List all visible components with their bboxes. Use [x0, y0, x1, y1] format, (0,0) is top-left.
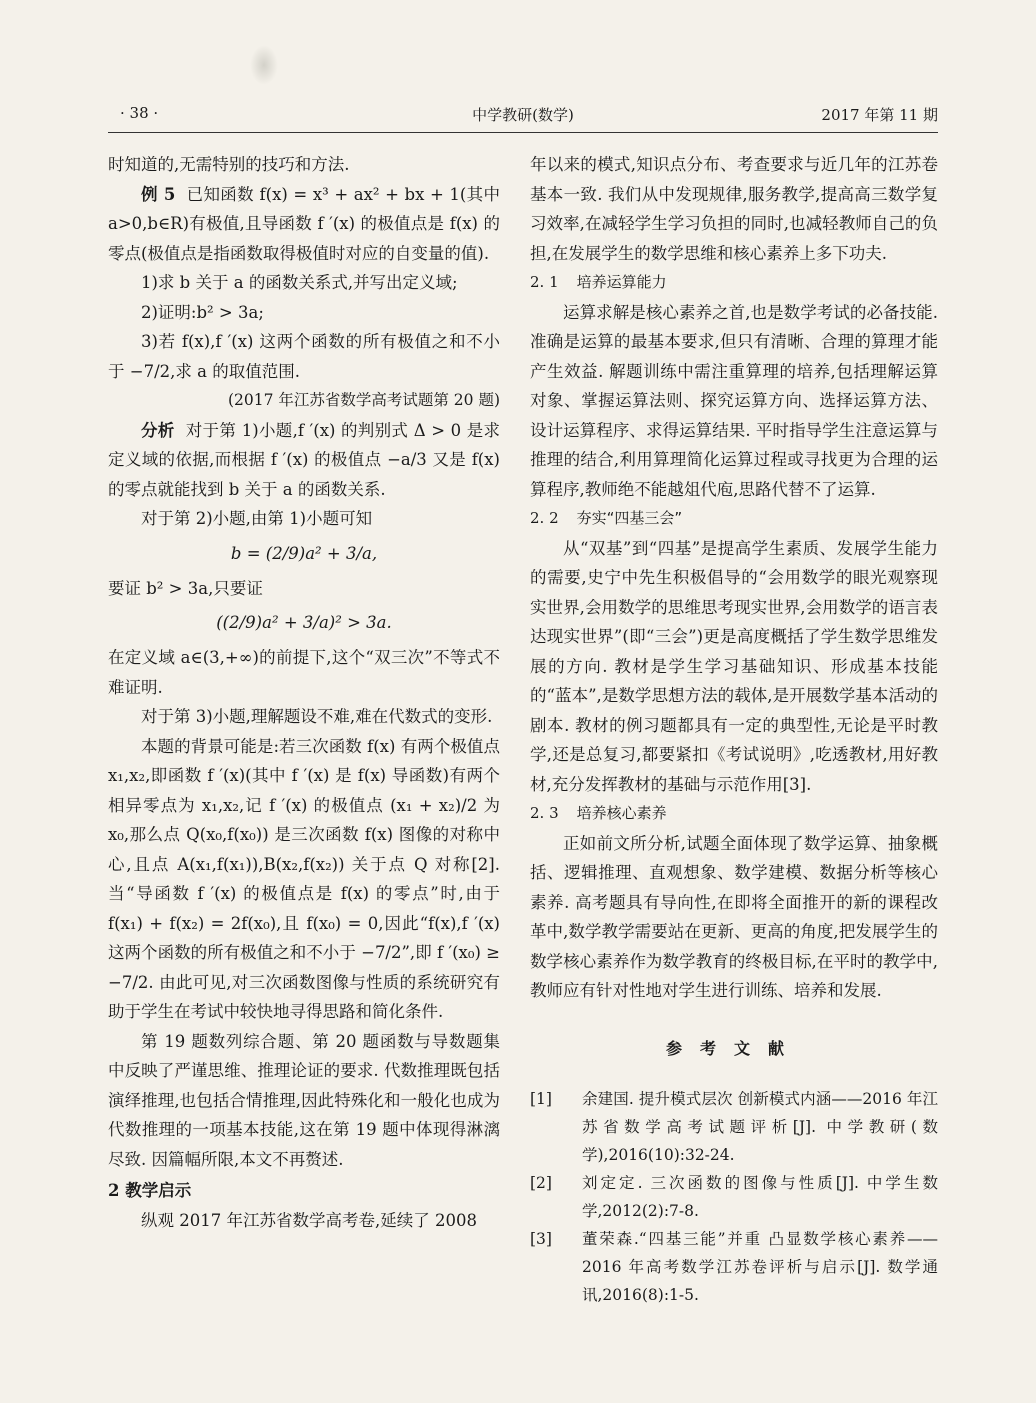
analysis-label: 分析: [141, 420, 175, 440]
reference-number: [2]: [530, 1174, 552, 1192]
references-title: 参考文献: [665, 1038, 802, 1058]
running-header: [108, 100, 938, 132]
page-number: · 38 ·: [120, 104, 159, 122]
left-column: [108, 150, 500, 1235]
paragraph: 时知道的,无需特别的技巧和方法.: [108, 155, 350, 174]
reference-number: [3]: [530, 1230, 552, 1248]
analysis-text: 对于第 1)小题,f ′(x) 的判别式 Δ > 0 是求定义域的依据,而根据 f ′(x) 的极值点 −a/3 又是 f(x) 的零点就能找到 b 关于 a 的函数关系.: [108, 420, 501, 499]
paragraph: 运算求解是核心素养之首,也是数学考试的必备技能. 准确是运算的最基本要求,但只有清晰、合理的算理才能产生效益. 解题训练中需注重算理的培养,包括理解运算对象、掌握运算法则、探究运算方向、选择运算方法、设计运算程序、求得运算结果. 平时指导学生注意运算与推理的结合,利用算理简化运算过程或寻找更为合理的运算程序,教师绝不能越俎代庖,思路代替不了运算.: [530, 302, 938, 499]
reference-item: [530, 1085, 938, 1169]
formula-inequality: ((2/9)a² + 3/a)² > 3a.: [216, 613, 392, 632]
question-3: 3)若 f(x),f ′(x) 这两个函数的所有极值之和不小于 −7/2,求 a 的取值范围.: [108, 332, 500, 381]
formula-b: b = (2/9)a² + 3/a,: [230, 543, 378, 563]
paragraph: 年以来的模式,知识点分布、考查要求与近几年的江苏卷基本一致. 我们从中发现规律,服务教学,提高高三数学复习效率,在减轻学生学习负担的同时,也减轻教师自己的负担,在发展学生的数学思维和核心素养上多下功夫.: [530, 155, 938, 263]
paragraph: 对于第 3)小题,理解题设不难,难在代数式的变形.: [141, 707, 493, 726]
reference-item: [530, 1225, 938, 1309]
analysis: [108, 416, 500, 505]
reference-text: 刘定定. 三次函数的图像与性质[J]. 中学生数学,2012(2):7-8.: [582, 1174, 938, 1220]
section-heading: 2 教学启示: [108, 1181, 192, 1200]
example-label: 例 5: [141, 184, 176, 204]
subsection-title: 培养核心素养: [576, 804, 667, 822]
question-2: 2)证明:b² > 3a;: [141, 302, 264, 322]
paragraph: 对于第 2)小题,由第 1)小题可知: [141, 509, 373, 528]
paragraph: 从“双基”到“四基”是提高学生素质、发展学生能力的需要,史宁中先生积极倡导的“会用数学的眼光观察现实世界,会用数学的思维思考现实世界,会用数学的语言表达现实世界”(即“三会”)更是高度概括了学生数学思维发展的方向. 教材是学生学习基础知识、形成基本技能的“蓝本”,是数学思想方法的载体,是开展数学基本活动的剧本. 教材的例习题都具有一定的典型性,无论是平时教学,还是总复习,都要紧扣《考试说明》,吃透教材,用好教材,充分发挥教材的基础与示范作用[3].: [530, 538, 938, 794]
paragraph: 本题的背景可能是:若三次函数 f(x) 有两个极值点 x₁,x₂,即函数 f ′(x)(其中 f ′(x) 是 f(x) 导函数)有两个相异零点为 x₁,x₂,记 f ′(x) 的极值点 (x₁ + x₂)/2 为 x₀,那么点 Q(x₀,f(x₀)) 是三次函数 f(x) 图像的对称中心,且点 A(x₁,f(x₁)),B(x₂,f(x₂)) 关于点 Q 对称[2]. 当“导函数 f ′(x) 的极值点是 f(x) 的零点”时,由于 f(x₁) + f(x₂) = 2f(x₀),且 f(x₀) = 0,因此“f(x),f ′(x) 这两个函数的所有极值之和不小于 −7/2”,即 f ′(x₀) ≥ −7/2. 由此可见,对三次函数图像与性质的系统研究有助于学生在考试中较快地寻得思路和简化条件.: [108, 736, 500, 1021]
subsection-heading: [530, 799, 938, 829]
header-rule: [108, 132, 938, 133]
example-5: [108, 180, 500, 269]
scan-smudge: [250, 45, 278, 85]
paragraph: 在定义域 a∈(3,+∞)的前提下,这个“双三次”不等式不难证明.: [108, 648, 500, 697]
reference-text: 余建国. 提升模式层次 创新模式内涵——2016 年江苏省数学高考试题评析[J]. 中学教研(数学),2016(10):32-24.: [582, 1090, 938, 1164]
example-text: 已知函数 f(x) = x³ + ax² + bx + 1(其中 a>0,b∈R)有极值,且导函数 f ′(x) 的极值点是 f(x) 的零点(极值点是指函数取得极值时对应的自变量的值).: [108, 184, 500, 263]
issue-label: 2017 年第 11 期: [821, 106, 938, 124]
paragraph: 正如前文所分析,试题全面体现了数学运算、抽象概括、逻辑推理、直观想象、数学建模、数据分析等核心素养. 高考题具有导向性,在即将全面推开的新的课程改革中,数学教学需要站在更新、更高的角度,把发展学生的数学核心素养作为数学教育的终极目标,在平时的教学中,教师应有针对性地对学生进行训练、培养和发展.: [530, 833, 938, 1000]
paragraph: 第 19 题数列综合题、第 20 题函数与导数题集中反映了严谨思维、推理论证的要求. 代数推理既包括演绎推理,也包括合情推理,因此特殊化和一般化也成为代数推理的一项基本技能,这在第 19 题中体现得淋漓尽致. 因篇幅所限,本文不再赘述.: [108, 1031, 500, 1169]
reference-text: 董荣森.“四基三能”并重 凸显数学核心素养——2016 年高考数学江苏卷评析与启示[J]. 数学通讯,2016(8):1-5.: [582, 1230, 938, 1304]
reference-item: [530, 1169, 938, 1225]
subsection-number: 2. 1: [530, 273, 559, 291]
problem-source: (2017 年江苏省数学高考试题第 20 题): [227, 391, 500, 409]
journal-title: 中学教研(数学): [472, 106, 574, 124]
paragraph: 纵观 2017 年江苏省数学高考卷,延续了 2008: [141, 1210, 477, 1230]
subsection-number: 2. 3: [530, 804, 559, 822]
subsection-number: 2. 2: [530, 509, 559, 527]
paragraph: 要证 b² > 3a,只要证: [108, 578, 263, 598]
right-column: [530, 150, 938, 1309]
subsection-heading: [530, 504, 938, 534]
reference-number: [1]: [530, 1090, 552, 1108]
subsection-title: 夯实“四基三会”: [576, 509, 683, 527]
question-1: 1)求 b 关于 a 的函数关系式,并写出定义域;: [141, 273, 458, 292]
subsection-title: 培养运算能力: [576, 273, 667, 291]
subsection-heading: [530, 268, 938, 298]
